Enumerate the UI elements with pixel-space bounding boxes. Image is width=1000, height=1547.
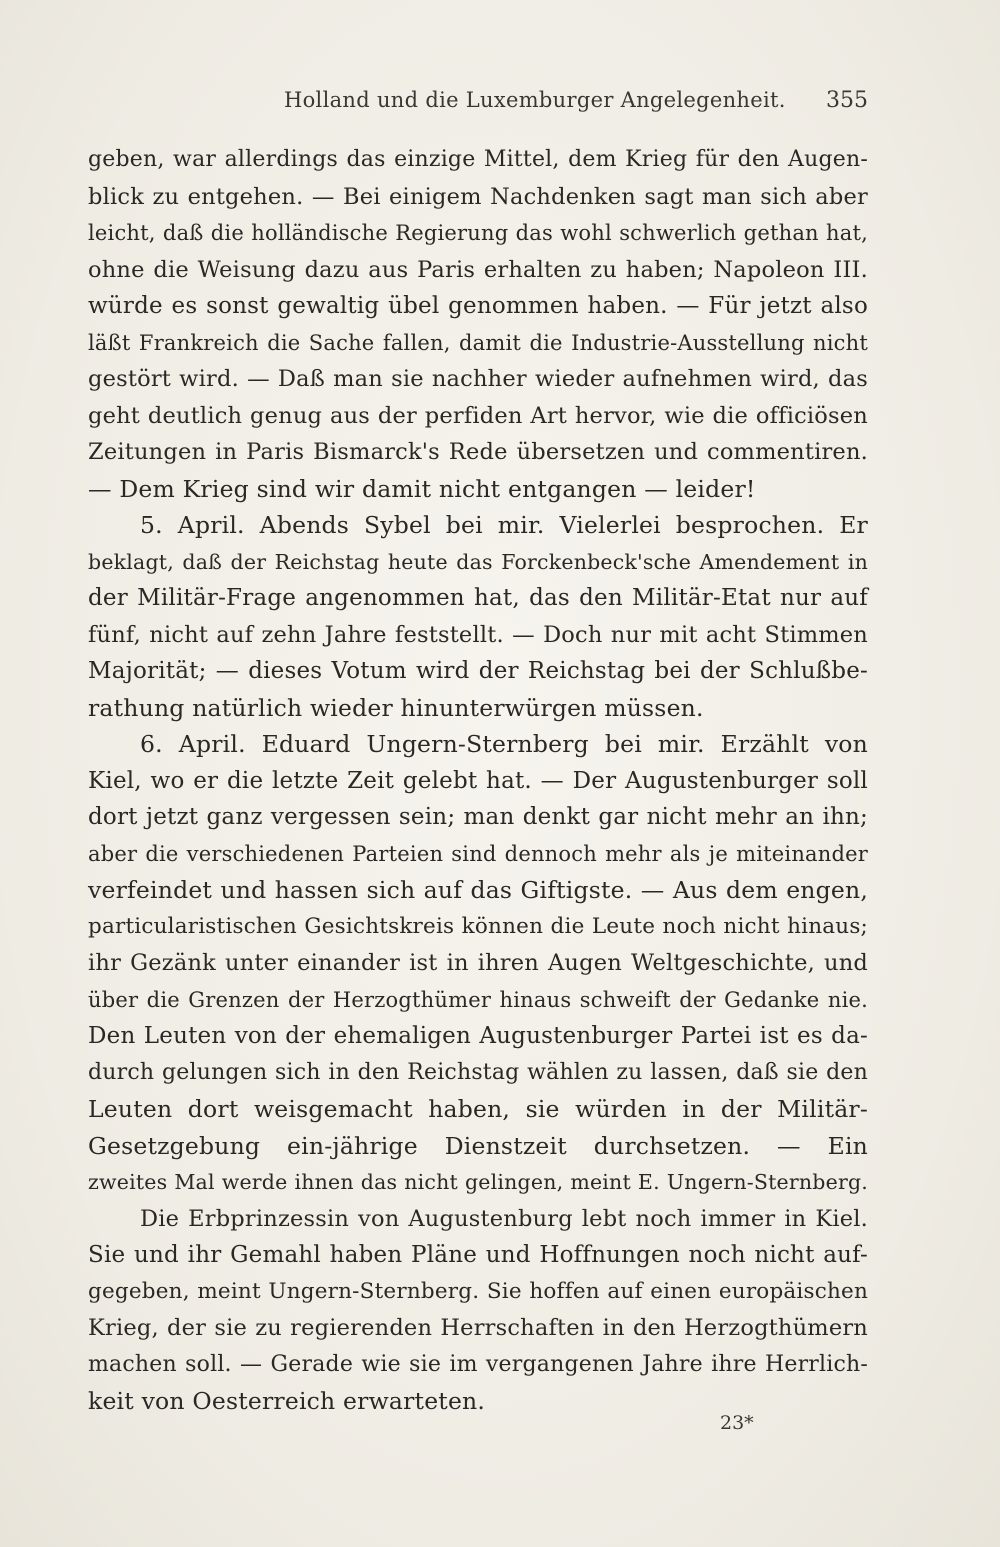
text-line: würde es sonst gewaltig übel genommen haben. — Für jetzt also — [88, 293, 868, 319]
text-line: läßt Frankreich die Sache fallen, damit die Industrie-Ausstellung nicht — [88, 330, 868, 355]
text-line: geht deutlich genug aus der perfiden Art hervor, wie die officiösen — [88, 402, 868, 429]
text-line: gegeben, meint Ungern-Sternberg. Sie hoffen auf einen europäischen — [88, 1278, 868, 1304]
text-line: Krieg, der sie zu regierenden Herrschaften in den Herzogthümern — [88, 1315, 868, 1341]
text-line: Gesetzgebung ein-jährige Dienstzeit durchsetzen. — Ein — [88, 1131, 868, 1160]
text-line: der Militär-Frage angenommen hat, das den Militär-Etat nur auf — [88, 585, 868, 611]
text-line: Den Leuten von der ehemaligen Augustenburger Partei ist es da- — [88, 1023, 868, 1049]
text-line: leicht, daß die holländische Regierung das wohl schwerlich gethan hat, — [88, 221, 868, 245]
text-line: Die Erbprinzessin von Augustenburg lebt noch immer in Kiel. — [140, 1205, 868, 1232]
text-line: Zeitungen in Paris Bismarck's Rede übersetzen und commentiren. — [88, 439, 868, 465]
text-line: — Dem Krieg sind wir damit nicht entgangen — leider! — [88, 474, 756, 503]
page-header — [88, 88, 868, 120]
text-line: rathung natürlich wieder hinunterwürgen müssen. — [88, 693, 704, 722]
text-line: ohne die Weisung dazu aus Paris erhalten zu haben; Napoleon III. — [88, 256, 868, 283]
text-line: machen soll. — Gerade wie sie im vergangenen Jahre ihre Herrlich- — [88, 1351, 868, 1377]
text-line: Leuten dort weisgemacht haben, sie würden in der Militär- — [88, 1095, 868, 1123]
text-line: zweites Mal werde ihnen das nicht gelingen, meint E. Ungern-Sternberg. — [88, 1170, 868, 1194]
text-line: dort jetzt ganz vergessen sein; man denkt gar nicht mehr an ihn; — [88, 804, 868, 830]
text-line: 6. April. Eduard Ungern-Sternberg bei mir. Erzählt von — [140, 730, 868, 758]
text-line: über die Grenzen der Herzogthümer hinaus schweift der Gedanke nie. — [88, 987, 868, 1012]
running-title: Holland und die Luxemburger Angelegenheit. — [284, 88, 786, 112]
text-line: 5. April. Abends Sybel bei mir. Vielerlei besprochen. Er — [140, 511, 868, 539]
text-line: gestört wird. — Daß man sie nachher wieder aufnehmen wird, das — [88, 366, 868, 392]
text-line: aber die verschiedenen Parteien sind dennoch mehr als je miteinander — [88, 841, 868, 866]
body-text — [88, 142, 868, 1420]
text-line: fünf, nicht auf zehn Jahre feststellt. — Doch nur mit acht Stimmen — [88, 621, 868, 648]
text-line: beklagt, daß der Reichstag heute das Forckenbeck'sche Amendement in — [88, 549, 868, 574]
text-line: particularistischen Gesichtskreis können die Leute noch nicht hinaus; — [88, 913, 868, 939]
text-line: geben, war allerdings das einzige Mittel, dem Krieg für den Augen- — [88, 147, 868, 172]
text-line: Majorität; — dieses Votum wird der Reichstag bei der Schlußbe- — [88, 658, 868, 684]
text-line: durch gelungen sich in den Reichstag wählen zu lassen, daß sie den — [88, 1059, 868, 1085]
text-line: Kiel, wo er die letzte Zeit gelebt hat. — Der Augustenburger soll — [88, 767, 868, 794]
text-line: keit von Oesterreich erwarteten. — [88, 1387, 486, 1415]
text-line: blick zu entgehen. — Bei einigem Nachdenken sagt man sich aber — [88, 183, 868, 210]
text-line: Sie und ihr Gemahl haben Pläne und Hoffnungen noch nicht auf- — [88, 1242, 868, 1268]
text-line: ihr Gezänk unter einander ist in ihren Augen Weltgeschichte, und — [88, 950, 868, 976]
signature-mark: 23* — [720, 1412, 754, 1434]
text-line: verfeindet und hassen sich auf das Giftigste. — Aus dem engen, — [88, 876, 868, 904]
page-number: 355 — [826, 88, 868, 113]
